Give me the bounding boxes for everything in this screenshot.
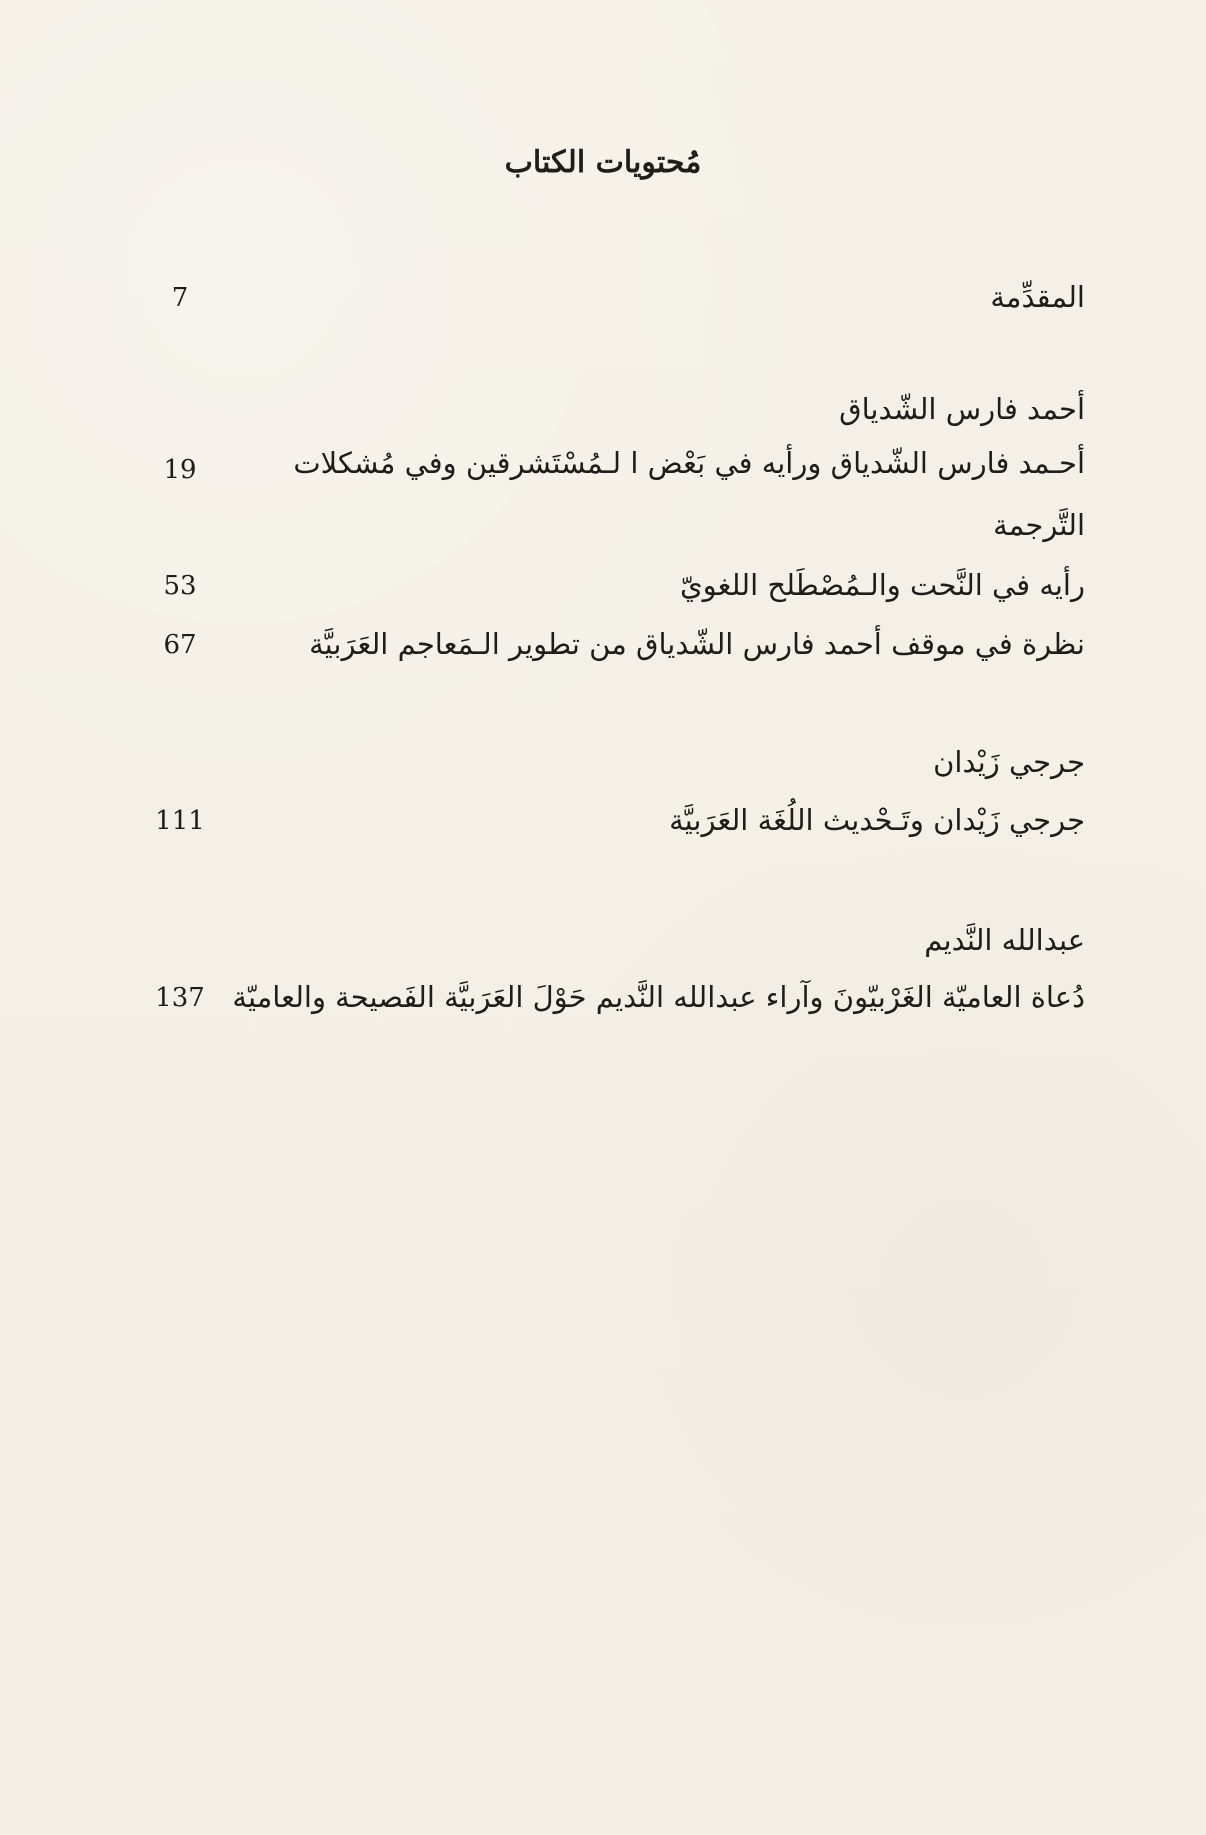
toc-entry-shidyaq-2 (225, 568, 1085, 603)
toc-entry-intro (225, 280, 1085, 315)
section-heading-nadim: عبدالله النَّديم (924, 923, 1085, 957)
toc-label: المقدِّمة (990, 280, 1085, 314)
toc-entry-shidyaq-1 (225, 432, 1085, 556)
page-title: مُحتويات الكتاب (504, 145, 702, 180)
toc-entry-zaydan-1 (225, 803, 1085, 838)
toc-entry-shidyaq-3 (225, 627, 1085, 662)
toc-page-number: 137 (155, 983, 205, 1013)
section-heading-zaydan: جرجي زَيْدان (933, 745, 1085, 779)
toc-page-number: 53 (163, 571, 197, 601)
toc-page-number: 19 (163, 455, 197, 485)
toc-label: أحـمد فارس الشّدياق ورأيه في بَعْض ا لـمُسْتَشرقين وفي مُشكلات التَّرجمة (293, 446, 1085, 542)
toc-page-number: 7 (171, 283, 189, 313)
toc-label: رأيه في النَّحت والـمُصْطَلح اللغويّ (679, 568, 1085, 602)
toc-entry-nadim-1 (225, 980, 1085, 1015)
toc-page-number: 67 (163, 630, 197, 660)
toc-label: نظرة في موقف أحمد فارس الشّدياق من تطوير الـمَعاجم العَرَبيَّة (309, 627, 1085, 661)
toc-page-number: 111 (155, 806, 205, 836)
toc-label: جرجي زَيْدان وتَـحْديث اللُغَة العَرَبيَّة (669, 803, 1085, 837)
section-heading-shidyaq: أحمد فارس الشّدياق (839, 392, 1085, 426)
toc-label: دُعاة العاميّة الغَرْبيّونَ وآراء عبدالله النَّديم حَوْلَ العَرَبيَّة الفَصيحة والعاميّة (232, 980, 1085, 1014)
